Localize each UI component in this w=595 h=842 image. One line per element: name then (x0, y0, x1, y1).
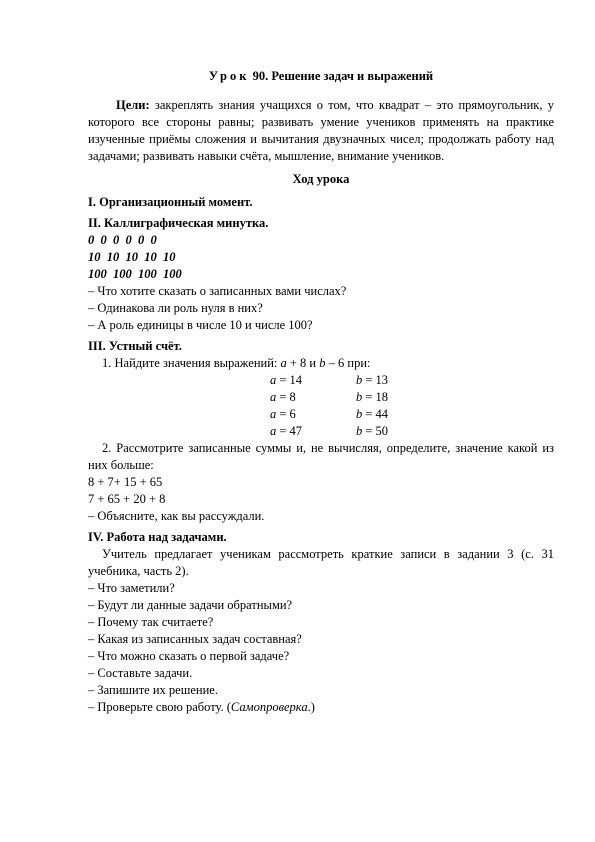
section-4-intro: Учитель предлагает ученикам рассмотреть краткие записи в задании 3 (с. 31 учебника, часть 2). (88, 547, 554, 578)
goals-label: Цели: (116, 98, 150, 112)
variable-b: b (319, 356, 326, 370)
section-1-heading: I. Организационный момент. (88, 195, 253, 209)
goals-text: закреплять знания учащихся о том, что квадрат – это прямоугольник, у которого все стороны равны; развивать умение учеников применять на практике изученные приёмы сложения и вычитания двузначных чисел; продолжать работу над задачами; развивать навыки счёта, мышление, внимание учеников. (88, 98, 554, 163)
task-1-expr-1: + 8 и (286, 356, 320, 370)
calligraphy-row: 0 0 0 0 0 0 (88, 233, 157, 247)
section-2-heading: II. Каллиграфическая минутка. (88, 216, 269, 230)
lesson-title-word: Урок (208, 69, 250, 83)
question-line: – Одинакова ли роль нуля в них? (88, 301, 263, 315)
lesson-goals (88, 97, 554, 165)
question-line: – Объясните, как вы рассуждали. (88, 509, 265, 523)
lesson-progress-heading: Ход урока (292, 172, 350, 186)
question-line: – Что хотите сказать о записанных вами числах? (88, 284, 347, 298)
self-check: Самопроверка (230, 700, 308, 714)
question-line: – Что заметили? (88, 581, 175, 595)
question-line: – Какая из записанных задач составная? (88, 632, 302, 646)
values-row (270, 372, 416, 389)
values-row (270, 406, 416, 423)
question-line: – А роль единицы в числе 10 и числе 100? (88, 318, 313, 332)
value-a: a = 47 (270, 424, 303, 438)
calligraphy-row: 100 100 100 100 (88, 267, 182, 281)
check-suffix: .) (307, 700, 315, 714)
task-1-text (88, 355, 554, 372)
question-line: – Что можно сказать о первой задаче? (88, 649, 290, 663)
values-table (270, 372, 416, 440)
value-b: b = 44 (356, 407, 389, 421)
check-prefix: – Проверьте свою работу. ( (88, 700, 231, 714)
value-b: b = 50 (356, 424, 389, 438)
lesson-title-rest: 90. Решение задач и выражений (249, 69, 434, 83)
section-3-heading: III. Устный счёт. (88, 339, 182, 353)
question-line: – Составьте задачи. (88, 666, 193, 680)
task-1-expr-2: – 6 при: (325, 356, 371, 370)
task-2-text: 2. Рассмотрите записанные суммы и, не вычисляя, определите, значение какой из них больше: (88, 441, 554, 472)
question-line: – Почему так считаете? (88, 615, 214, 629)
sum-line: 8 + 7+ 15 + 65 (88, 475, 163, 489)
sum-line: 7 + 65 + 20 + 8 (88, 492, 166, 506)
values-row (270, 389, 416, 406)
question-line: – Будут ли данные задачи обратными? (88, 598, 293, 612)
value-b: b = 18 (356, 390, 389, 404)
value-a: a = 6 (270, 407, 296, 421)
section-4-heading: IV. Работа над задачами. (88, 530, 227, 544)
value-a: a = 8 (270, 390, 296, 404)
values-row (270, 423, 416, 440)
question-line: – Запишите их решение. (88, 683, 218, 697)
document-page (88, 68, 554, 716)
lesson-title (88, 68, 554, 85)
task-1-prefix: 1. Найдите значения выражений: (102, 356, 281, 370)
variable-a: a (280, 356, 287, 370)
value-a: a = 14 (270, 373, 303, 387)
question-line (88, 699, 554, 716)
value-b: b = 13 (356, 373, 389, 387)
calligraphy-row: 10 10 10 10 10 (88, 250, 176, 264)
